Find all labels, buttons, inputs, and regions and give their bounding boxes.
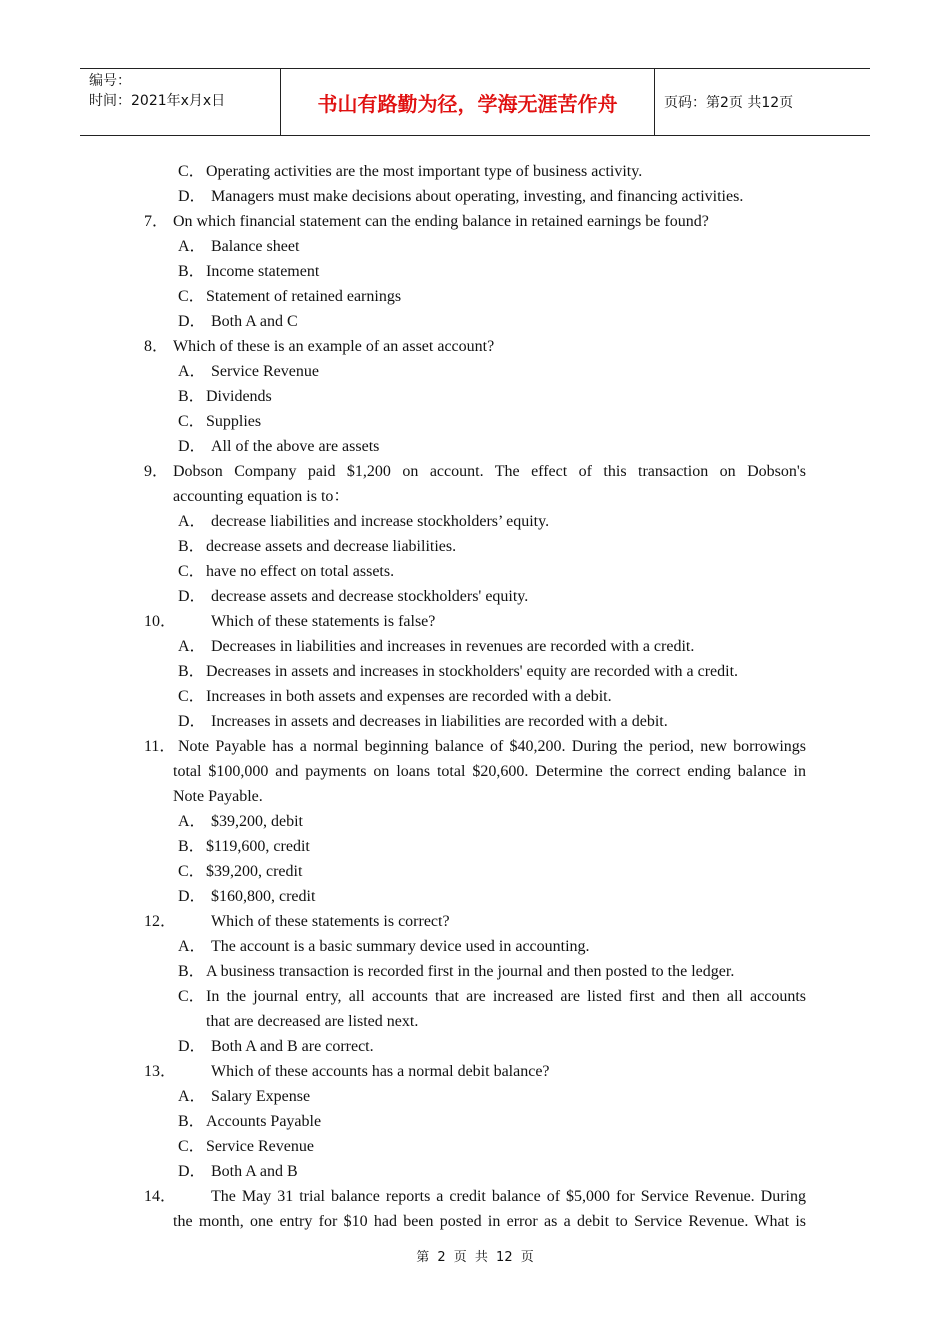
question-text: Which of these statements is correct? xyxy=(211,913,450,930)
option-letter: C． xyxy=(178,413,205,430)
page-footer: 第 2 页 共 12 页 xyxy=(416,1250,534,1265)
option-letter: A． xyxy=(178,638,206,655)
option-row xyxy=(0,559,950,584)
option-letter: B． xyxy=(178,663,205,680)
option-row xyxy=(0,834,950,859)
option-letter: C． xyxy=(178,863,205,880)
question-row xyxy=(0,734,950,759)
question-row xyxy=(0,334,950,359)
option-letter: D． xyxy=(178,313,206,330)
option-row xyxy=(0,159,950,184)
option-text: $119,600, credit xyxy=(206,838,310,855)
option-row xyxy=(0,409,950,434)
option-text: Supplies xyxy=(206,413,262,430)
question-text: total $100,000 and payments on loans total $20,600. Determine the correct ending balance in xyxy=(173,763,806,780)
option-text: Service Revenue xyxy=(206,1138,314,1155)
option-letter: A． xyxy=(178,238,206,255)
option-row xyxy=(0,234,950,259)
question-text: Which of these statements is false? xyxy=(211,613,436,630)
question-number: 12． xyxy=(144,913,177,930)
question-row xyxy=(0,609,950,634)
option-text: Managers must make decisions about operating, investing, and financing activities. xyxy=(211,188,744,205)
option-text: The account is a basic summary device used in accounting. xyxy=(211,938,590,955)
option-text: Decreases in assets and increases in stockholders' equity are recorded with a credit. xyxy=(206,663,739,680)
option-row xyxy=(0,1034,950,1059)
option-letter: D． xyxy=(178,713,206,730)
option-row xyxy=(0,384,950,409)
question-row-continued xyxy=(0,1209,950,1234)
option-row xyxy=(0,684,950,709)
option-row xyxy=(0,1134,950,1159)
option-letter: C． xyxy=(178,563,205,580)
question-number: 7． xyxy=(144,213,169,230)
option-letter: D． xyxy=(178,438,206,455)
option-row xyxy=(0,934,950,959)
option-text: $39,200, debit xyxy=(211,813,303,830)
option-row-continued xyxy=(0,1009,950,1034)
option-row xyxy=(0,884,950,909)
option-text: Accounts Payable xyxy=(206,1113,322,1130)
option-text: All of the above are assets xyxy=(211,438,380,455)
option-text: that are decreased are listed next. xyxy=(206,1013,419,1030)
option-row xyxy=(0,659,950,684)
option-row xyxy=(0,184,950,209)
option-text: $39,200, credit xyxy=(206,863,303,880)
option-row xyxy=(0,709,950,734)
option-text: Income statement xyxy=(206,263,320,280)
question-row xyxy=(0,209,950,234)
option-letter: C． xyxy=(178,163,205,180)
option-letter: D． xyxy=(178,1038,206,1055)
option-row xyxy=(0,859,950,884)
option-text: decrease liabilities and increase stockholders’ equity. xyxy=(211,513,550,530)
option-letter: C． xyxy=(178,688,205,705)
option-row xyxy=(0,809,950,834)
question-number: 11． xyxy=(144,738,176,755)
option-letter: C． xyxy=(178,1138,205,1155)
option-row xyxy=(0,259,950,284)
option-row xyxy=(0,1159,950,1184)
option-letter: D． xyxy=(178,888,206,905)
question-row xyxy=(0,1184,950,1209)
question-list xyxy=(0,159,950,1234)
question-number: 14． xyxy=(144,1188,177,1205)
option-letter: B． xyxy=(178,838,205,855)
option-row xyxy=(0,984,950,1009)
option-text: Dividends xyxy=(206,388,272,405)
option-text: In the journal entry, all accounts that are increased are listed first and then all accounts xyxy=(206,988,806,1005)
option-text: Operating activities are the most important type of business activity. xyxy=(206,163,643,180)
header-meta xyxy=(80,69,281,135)
option-text: Statement of retained earnings xyxy=(206,288,402,305)
option-row xyxy=(0,534,950,559)
option-text: decrease assets and decrease stockholders' equity. xyxy=(211,588,529,605)
option-text: Both A and B are correct. xyxy=(211,1038,374,1055)
question-text: accounting equation is to： xyxy=(173,488,350,505)
option-row xyxy=(0,509,950,534)
option-row xyxy=(0,1084,950,1109)
question-number: 8． xyxy=(144,338,169,355)
option-letter: B． xyxy=(178,963,205,980)
option-row xyxy=(0,434,950,459)
option-text: Both A and B xyxy=(211,1163,298,1180)
question-row-continued xyxy=(0,784,950,809)
option-letter: D． xyxy=(178,588,206,605)
option-text: Increases in both assets and expenses are recorded with a debit. xyxy=(206,688,612,705)
option-text: decrease assets and decrease liabilities. xyxy=(206,538,457,555)
question-row-continued xyxy=(0,759,950,784)
question-row xyxy=(0,459,950,484)
option-text: Service Revenue xyxy=(211,363,319,380)
option-row xyxy=(0,1109,950,1134)
question-text: Note Payable. xyxy=(173,788,263,805)
question-number: 13． xyxy=(144,1063,177,1080)
page-header xyxy=(80,68,870,136)
question-text: Which of these accounts has a normal debit balance? xyxy=(211,1063,550,1080)
question-text: Note Payable has a normal beginning balance of $40,200. During the period, new borrowings xyxy=(178,738,806,755)
question-text: The May 31 trial balance reports a credit balance of $5,000 for Service Revenue. During xyxy=(211,1188,806,1205)
option-letter: A． xyxy=(178,1088,206,1105)
option-letter: A． xyxy=(178,813,206,830)
option-row xyxy=(0,634,950,659)
option-letter: A． xyxy=(178,938,206,955)
option-row xyxy=(0,284,950,309)
option-letter: D． xyxy=(178,188,206,205)
option-letter: D． xyxy=(178,1163,206,1180)
question-text: Dobson Company paid $1,200 on account. The effect of this transaction on Dobson's xyxy=(173,463,806,480)
option-letter: C． xyxy=(178,988,205,1005)
question-text: Which of these is an example of an asset account? xyxy=(173,338,495,355)
question-row-continued xyxy=(0,484,950,509)
option-row xyxy=(0,359,950,384)
question-row xyxy=(0,909,950,934)
option-letter: B． xyxy=(178,388,205,405)
option-text: Increases in assets and decreases in liabilities are recorded with a debit. xyxy=(211,713,668,730)
option-text: Balance sheet xyxy=(211,238,300,255)
question-text: On which financial statement can the ending balance in retained earnings be found? xyxy=(173,213,709,230)
option-letter: A． xyxy=(178,363,206,380)
option-letter: B． xyxy=(178,1113,205,1130)
option-text: Salary Expense xyxy=(211,1088,311,1105)
option-text: Both A and C xyxy=(211,313,298,330)
option-text: Decreases in liabilities and increases in revenues are recorded with a credit. xyxy=(211,638,695,655)
option-letter: B． xyxy=(178,538,205,555)
header-page-info: 页码：第2页 共12页 xyxy=(664,95,794,111)
header-motto: 书山有路勤为径，学海无涯苦作舟 xyxy=(281,69,655,135)
option-text: have no effect on total assets. xyxy=(206,563,395,580)
question-row xyxy=(0,1059,950,1084)
option-letter: A． xyxy=(178,513,206,530)
question-number: 9． xyxy=(144,463,169,480)
option-letter: C． xyxy=(178,288,205,305)
option-text: $160,800, credit xyxy=(211,888,316,905)
option-row xyxy=(0,959,950,984)
option-text: A business transaction is recorded first in the journal and then posted to the ledger. xyxy=(206,963,735,980)
option-letter: B． xyxy=(178,263,205,280)
option-row xyxy=(0,584,950,609)
doc-number-label: 编号： xyxy=(89,73,131,89)
question-number: 10． xyxy=(144,613,177,630)
question-text: the month, one entry for $10 had been posted in error as a debit to Service Revenue. What is xyxy=(173,1213,806,1230)
option-row xyxy=(0,309,950,334)
doc-time-label: 时间：2021年x月x日 xyxy=(89,93,226,109)
